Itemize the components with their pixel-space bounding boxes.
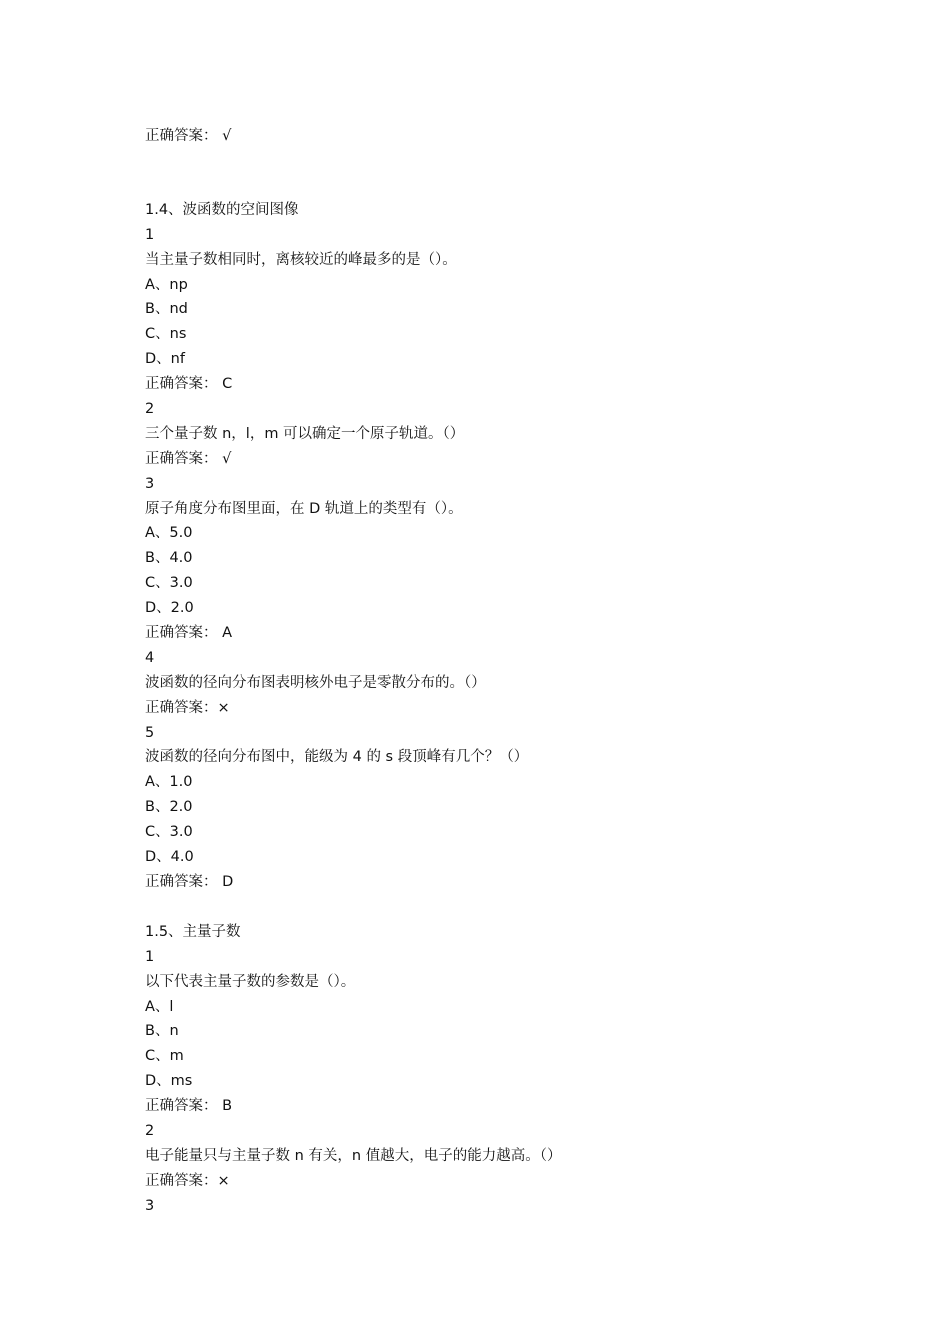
question-text: 波函数的径向分布图表明核外电子是零散分布的。（） bbox=[145, 674, 486, 691]
question bbox=[145, 1119, 845, 1194]
question-option: C、3.0 bbox=[145, 575, 193, 592]
section bbox=[145, 198, 845, 895]
question bbox=[145, 397, 845, 472]
question-option: D、2.0 bbox=[145, 600, 194, 617]
question-text: 原子角度分布图里面，在 D 轨道上的类型有（）。 bbox=[145, 500, 463, 517]
question-option: B、nd bbox=[145, 301, 188, 318]
document-page bbox=[145, 124, 845, 1219]
question-option: A、1.0 bbox=[145, 774, 193, 791]
question-option: C、m bbox=[145, 1048, 184, 1065]
question-option: D、nf bbox=[145, 351, 185, 368]
question-text: 当主量子数相同时，离核较近的峰最多的是（）。 bbox=[145, 251, 457, 268]
spacer bbox=[145, 895, 845, 920]
section-title: 1.5、主量子数 bbox=[145, 923, 241, 940]
question bbox=[145, 1194, 845, 1219]
question-answer: 正确答案： A bbox=[145, 625, 233, 642]
question bbox=[145, 721, 845, 895]
question-number: 2 bbox=[145, 401, 155, 418]
spacer bbox=[145, 149, 845, 198]
section bbox=[145, 920, 845, 1219]
question-option: D、ms bbox=[145, 1073, 193, 1090]
question-option: A、np bbox=[145, 276, 188, 293]
sections bbox=[145, 198, 845, 1219]
question-number: 2 bbox=[145, 1122, 155, 1139]
question-answer: 正确答案：× bbox=[145, 1172, 230, 1189]
question-option: B、n bbox=[145, 1023, 179, 1040]
question-number: 4 bbox=[145, 649, 155, 666]
question-text: 以下代表主量子数的参数是（）。 bbox=[145, 973, 356, 990]
question-answer: 正确答案： C bbox=[145, 376, 233, 393]
question-option: B、2.0 bbox=[145, 799, 193, 816]
section-title: 1.4、波函数的空间图像 bbox=[145, 201, 299, 218]
question-text: 三个量子数 n，l，m 可以确定一个原子轨道。（） bbox=[145, 425, 465, 442]
question-answer: 正确答案： B bbox=[145, 1098, 233, 1115]
question-text: 波函数的径向分布图中，能级为 4 的 s 段顶峰有几个？（） bbox=[145, 749, 529, 766]
top-answer: 正确答案： √ bbox=[145, 128, 232, 144]
question bbox=[145, 945, 845, 1119]
question-number: 3 bbox=[145, 475, 155, 492]
question-option: A、5.0 bbox=[145, 525, 193, 542]
question-answer: 正确答案：× bbox=[145, 699, 230, 716]
question-number: 1 bbox=[145, 948, 155, 965]
question-text: 电子能量只与主量子数 n 有关，n 值越大，电子的能力越高。（） bbox=[145, 1147, 562, 1164]
question-answer: 正确答案： √ bbox=[145, 450, 232, 467]
question-number: 3 bbox=[145, 1197, 155, 1214]
question-option: C、3.0 bbox=[145, 824, 193, 841]
question-number: 1 bbox=[145, 226, 155, 243]
question-option: C、ns bbox=[145, 326, 187, 343]
question bbox=[145, 472, 845, 646]
question-number: 5 bbox=[145, 724, 155, 741]
question-option: A、l bbox=[145, 998, 174, 1015]
question bbox=[145, 223, 845, 397]
question-option: B、4.0 bbox=[145, 550, 193, 567]
question-option: D、4.0 bbox=[145, 849, 194, 866]
question bbox=[145, 646, 845, 721]
question-answer: 正确答案： D bbox=[145, 873, 234, 890]
